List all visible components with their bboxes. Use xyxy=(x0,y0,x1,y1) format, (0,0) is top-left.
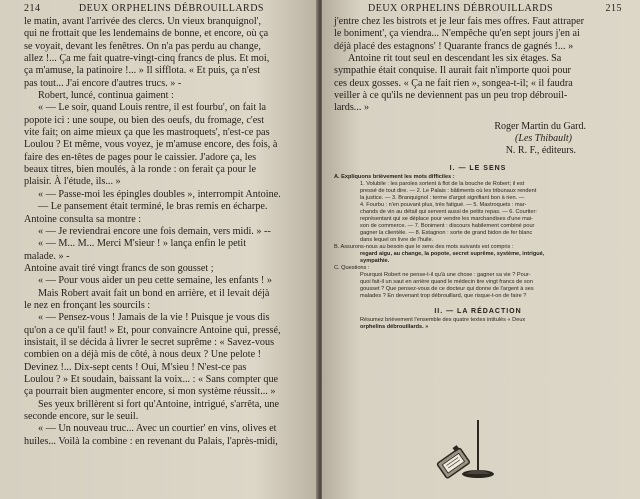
text-line: lards... » xyxy=(334,102,370,114)
exercise-line: dans lequel on livre de l'huile. xyxy=(360,236,434,243)
exercise-line: son de commerce. — 7. Boniment : discours habilement combiné pour xyxy=(360,222,535,229)
text-line: ces deux gosses. « Ça ne fait rien », songea-t-il; « il faudra xyxy=(334,77,573,89)
text-line: Devinez !... Dix-sept cents ! Oui, M'sieu ! N'est-ce pas xyxy=(24,361,247,373)
right-page-header xyxy=(334,2,622,16)
text-line: sympathie était conquise. Il aurait fait n'importe quoi pour xyxy=(334,65,571,77)
text-line: j'entre chez les bistrots et je leur fais mes offres. Faut attraper xyxy=(334,16,585,27)
exercise-a-heading: A. Expliquons brièvement les mots difficiles : xyxy=(334,173,455,180)
text-line: plaisir. À l'étude, ils... » xyxy=(24,176,121,188)
exercise-line: quoi fait-il un saut en arrière quand le médecin tire vingt francs de son xyxy=(360,278,533,285)
text-line: déjà placé des estagnons' ! Quarante francs de gagnés !... » xyxy=(334,40,574,52)
right-page-number: 215 xyxy=(605,3,622,14)
left-page xyxy=(0,0,318,499)
text-line: popote ici : une soupe, ou bien des oeufs, du fromage, c'est xyxy=(24,114,265,126)
text-line: seconde encore, sur le seuil. xyxy=(24,411,139,422)
exercise-line: la justice. — 3. Branquignol : terme d'argot signifiant bon à rien. — xyxy=(360,194,525,201)
exercise-line: Pourquoi Robert ne pense-t-il qu'à une chose : gagner sa vie ? Pour- xyxy=(360,271,531,278)
left-page-header xyxy=(24,2,310,16)
exercise-line: regard aigu, au change, la popote, secret suprême, système, intrigué, xyxy=(360,250,545,257)
work-title: (Les Thibault) xyxy=(515,132,572,144)
text-line: Antoine rit tout seul en descendant les six étages. Sa xyxy=(348,53,562,65)
text-line: pas tout... J'ai encore d'autres trucs. » - xyxy=(24,77,182,89)
left-running-title: DEUX ORPHELINS DÉBROUILLARDS xyxy=(78,3,264,14)
text-line: qu'on a ce qu'il faut! » Et, pour convaincre Antoine qui, pressé, xyxy=(24,324,281,336)
exercise-line: gagner la clientèle. — 8. Estagnon : sorte de grand bidon de fer blanc xyxy=(360,229,533,236)
signature-block xyxy=(334,121,622,157)
exercise-c xyxy=(334,265,622,300)
exercise-line: 1. Volubile : les paroles sortent à flot de la bouche de Robert; il est xyxy=(360,180,525,187)
right-page-body xyxy=(334,16,622,115)
exercise-c-heading: C. Questions : xyxy=(334,264,370,271)
left-page-number: 214 xyxy=(24,3,41,14)
author-name: Roger Martin du Gard. xyxy=(494,120,586,132)
text-line: « — Le soir, quand Louis rentre, il est fourbu', on fait la xyxy=(38,102,267,114)
exercise-line: sympathie. xyxy=(360,257,390,264)
exercise-line: représentant qui se déplace pour vendre les marchandises d'une mai- xyxy=(360,215,534,222)
text-line: Ses yeux brillèrent si fort qu'Antoine, intrigué, s'arrêta, une xyxy=(38,398,280,410)
text-line: combien on a déjà mis de côté, à nous deux ? Une pelote ! xyxy=(24,349,262,361)
exercise-line: gousset ? Que pensez-vous de ce docteur qui donne de l'argent à ses xyxy=(360,285,534,292)
text-line: huiles... Voilà la combine : en revenant du Palais, l'après-midi, xyxy=(24,435,278,447)
section-title-sense: I. — LE SENS xyxy=(449,164,507,172)
text-line: malade. » - xyxy=(24,250,70,262)
text-line: veiller à ce qu'ils ne deviennent pas un peu trop débrouil- xyxy=(334,90,568,102)
text-line: Loulou ? Et même, vous voyez, je m'amuse encore, des fois, à xyxy=(24,139,278,151)
left-page-body xyxy=(24,16,310,448)
exercise-line: orphelins débrouillards. » xyxy=(360,323,429,330)
text-line: le nez en fronçant les sourcils : xyxy=(24,299,151,311)
oil-can-illustration xyxy=(432,420,502,482)
text-line: ça pourrait bien augmenter encore, si mon système réussit... » xyxy=(24,386,276,398)
exercise-line: Résumez brièvement l'ensemble des quatre textes intitulés « Deux xyxy=(360,316,526,323)
text-line: Loulou ? » Et soudain, baissant la voix... : « Sans compter que xyxy=(24,373,279,385)
right-running-title: DEUX ORPHELINS DÉBROUILLARDS xyxy=(368,3,554,14)
text-line: beaux titres, bien moulés, à la ronde : on ferait ça pour le xyxy=(24,164,256,176)
text-line: le matin, avant l'arrivée des clercs. Un vieux branquignol', xyxy=(24,16,262,27)
text-line: — Le pansement était terminé, le bras remis en écharpe. xyxy=(38,201,268,213)
text-line: « — Je reviendrai encore une fois demain, vers midi. » -- xyxy=(38,225,271,237)
text-line: vite fait; on aime mieux ça que les mastroquets', n'est-ce pas xyxy=(24,127,270,139)
exercise-line: chands de vin au détail qui servent aussi de petits repas. — 6. Courtier: xyxy=(360,208,537,215)
text-line: insistait, il se décida à livrer le secret suprême : « Savez-vous xyxy=(24,336,275,348)
text-line: qui ne frottait que les lendemains de bonne, et encore, où ça xyxy=(24,28,269,40)
text-line: Robert, luncé, continua gaiment : xyxy=(38,90,174,102)
section-title-redaction: II. — LA RÉDACTION xyxy=(434,307,522,315)
exercise-b xyxy=(334,244,622,265)
exercise-a xyxy=(334,174,622,244)
text-line: Antoine consulta sa montre : xyxy=(24,213,142,225)
text-line: le boniment', ça viendra... N'empêche qu'en sept jours j'en ai xyxy=(334,28,580,40)
text-line: Antoine avait tiré vingt francs de son gousset ; xyxy=(24,262,214,274)
text-line: « — Pensez-vous ! Jamais de la vie ! Puisque je vous dis xyxy=(38,312,270,324)
exercise-redaction xyxy=(334,317,622,331)
exercise-line: malades ? En devenant trop débrouillard, que risque-t-on de faire ? xyxy=(360,292,527,299)
text-line: allez !... Ça me fait quatre-vingt-cinq francs de plus. Et moi, xyxy=(24,53,270,65)
exercise-line: 4. Fourbu : n'en pouvant plus, très fatigué. — 5. Mastroquets : mar- xyxy=(360,201,527,208)
text-line: « — Pour vous aider un peu cette semaine, les enfants ! » xyxy=(38,275,272,287)
text-line: « — M... M... Merci M'sieur ! » lança enfin le petit xyxy=(38,238,247,250)
text-line: Mais Robert avait fait un bond en arrière, et il levait déjà xyxy=(38,287,270,299)
text-line: faire des en-têtes de pages pour le caissier. J'adore ça, les xyxy=(24,151,257,163)
exercise-line: pressé de tout dire. — 2. Le Palais : bâtiments où les tribunaux rendent xyxy=(360,187,537,194)
text-line: « — Passe-moi les épingles doubles », interrompit Antoine. xyxy=(38,188,281,200)
publisher-name: N. R. F., éditeurs. xyxy=(505,144,576,156)
right-page xyxy=(322,0,640,499)
text-line: ça m'amuse, la patinoire !... » Il sifflota. « Et puis, ça n'est xyxy=(24,65,261,77)
oil-can-icon xyxy=(432,420,502,482)
text-line: se voyait, devant les fenêtres. On n'a pas perdu au change, xyxy=(24,40,261,52)
text-line: « — Un nouveau truc... Avec un courtier' en vins, olives et xyxy=(38,423,277,435)
exercise-b-heading: B. Assurons-nous au besoin que le sens des mots suivants est compris : xyxy=(334,243,514,250)
